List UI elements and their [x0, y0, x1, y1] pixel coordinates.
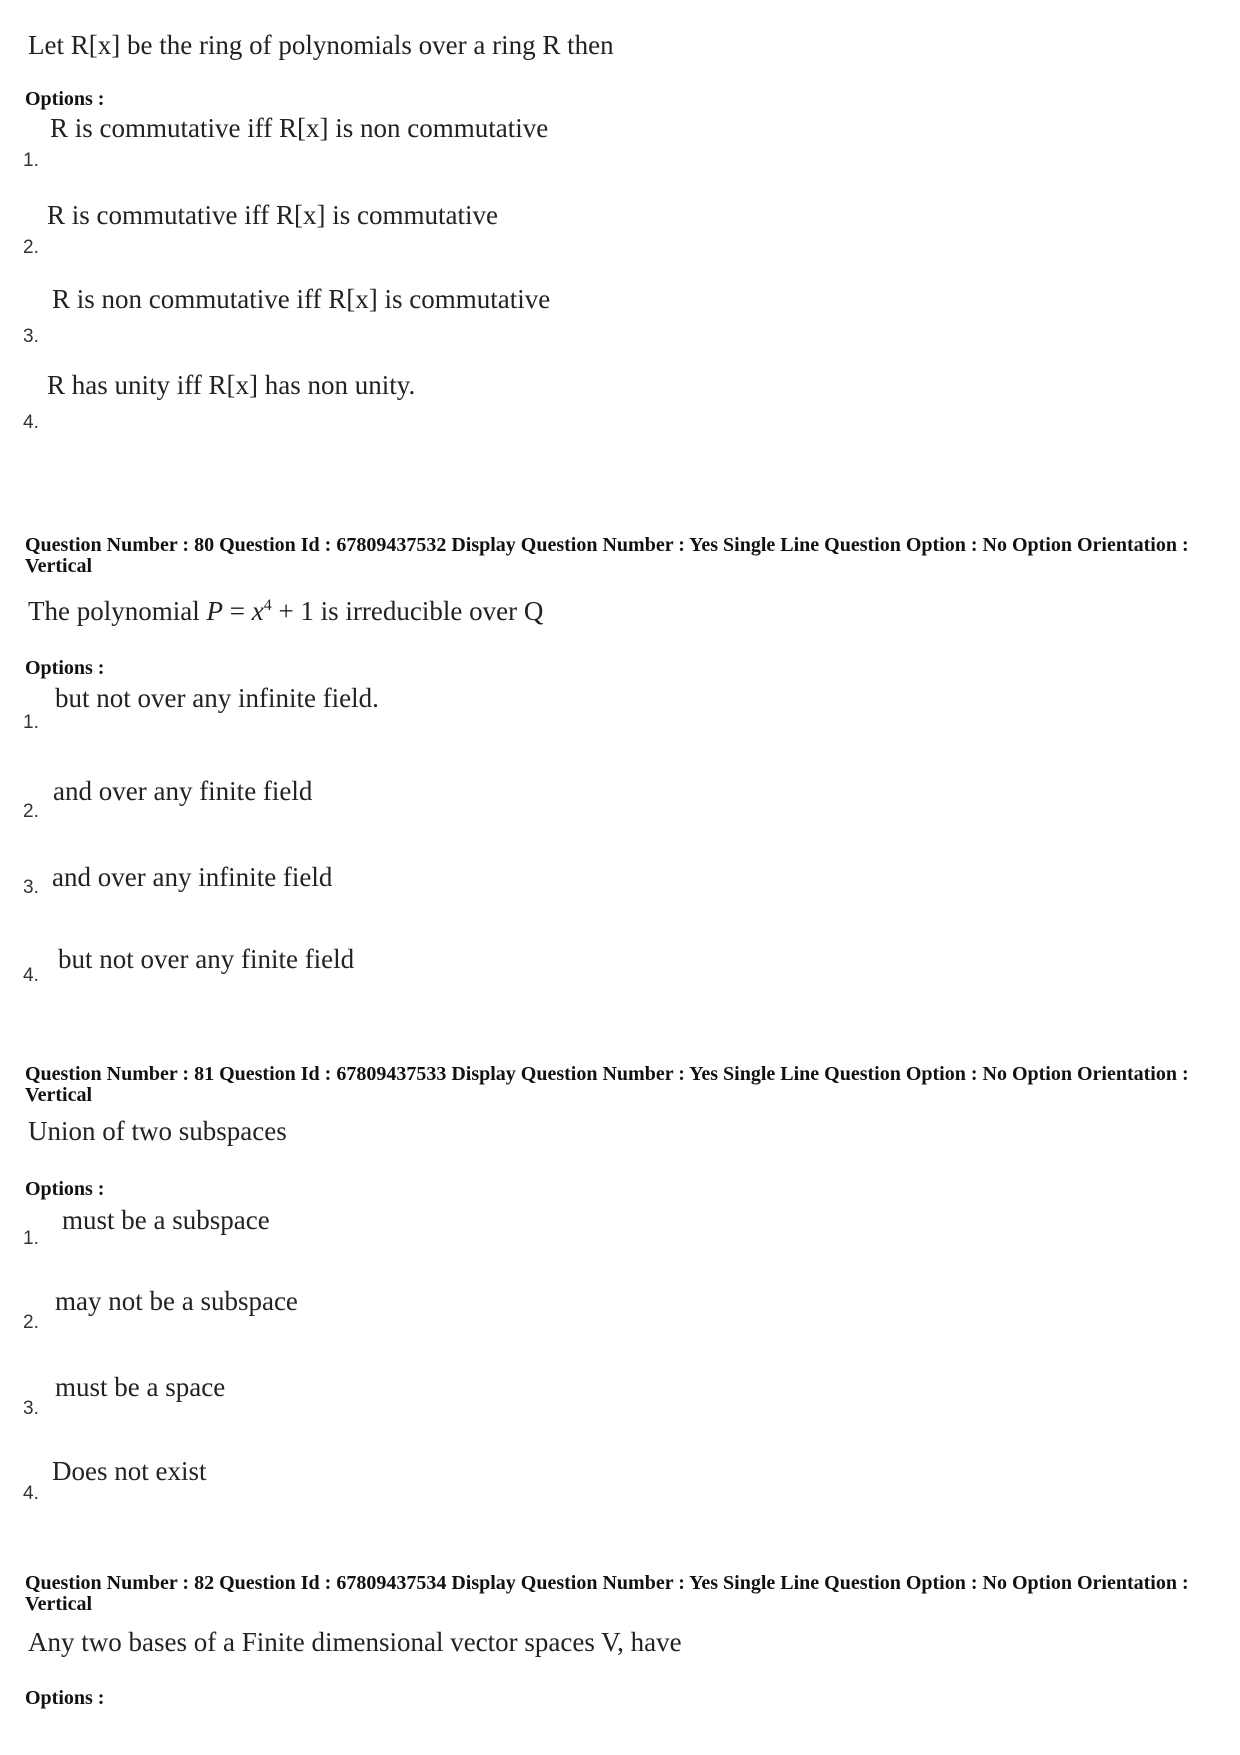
options-label: Options : — [25, 1687, 105, 1709]
options-label: Options : — [25, 88, 105, 110]
option-text: and over any infinite field — [52, 862, 333, 892]
option-number: 3. — [23, 877, 39, 898]
option-number: 2. — [23, 1312, 39, 1333]
option-text: must be a space — [55, 1372, 226, 1402]
option-text: must be a subspace — [62, 1205, 270, 1235]
option-number: 2. — [23, 237, 39, 258]
option-number: 4. — [23, 412, 39, 433]
option-number: 1. — [23, 712, 39, 733]
option-text: but not over any finite field — [58, 944, 355, 974]
question-text: The polynomial $P = x^4 + 1$ is irreducible over Q — [28, 596, 544, 626]
option-number: 3. — [23, 1398, 39, 1419]
options-label: Options : — [25, 657, 105, 679]
option-text: Does not exist — [52, 1456, 207, 1486]
options-label: Options : — [25, 1178, 105, 1200]
question-text: Let R[x] be the ring of polynomials over a ring R then — [28, 30, 614, 60]
option-text: R is commutative iff R[x] is commutative — [47, 200, 498, 230]
question-text: Union of two subspaces — [28, 1116, 287, 1146]
option-text: R is commutative iff R[x] is non commutative — [50, 113, 549, 143]
option-text: but not over any infinite field. — [55, 683, 379, 713]
option-number: 1. — [23, 1228, 39, 1249]
option-text: R is non commutative iff R[x] is commutative — [52, 284, 551, 314]
option-number: 2. — [23, 801, 39, 822]
option-number: 4. — [23, 1483, 39, 1504]
question-meta: Question Number : 80 Question Id : 67809437532 Display Question Number : Yes Single Line Question Option : No Option Orientation : Vertical — [25, 534, 1189, 577]
option-text: and over any finite field — [53, 776, 313, 806]
option-text: may not be a subspace — [55, 1286, 298, 1316]
question-meta: Question Number : 82 Question Id : 67809437534 Display Question Number : Yes Single Line Question Option : No Option Orientation : Vertical — [25, 1572, 1189, 1615]
option-number: 1. — [23, 150, 39, 171]
question-meta: Question Number : 81 Question Id : 67809437533 Display Question Number : Yes Single Line Question Option : No Option Orientation : Vertical — [25, 1063, 1189, 1106]
option-text: R has unity iff R[x] has non unity. — [47, 370, 416, 400]
option-number: 3. — [23, 326, 39, 347]
option-number: 4. — [23, 965, 39, 986]
question-text: Any two bases of a Finite dimensional vector spaces V, have — [28, 1627, 682, 1657]
